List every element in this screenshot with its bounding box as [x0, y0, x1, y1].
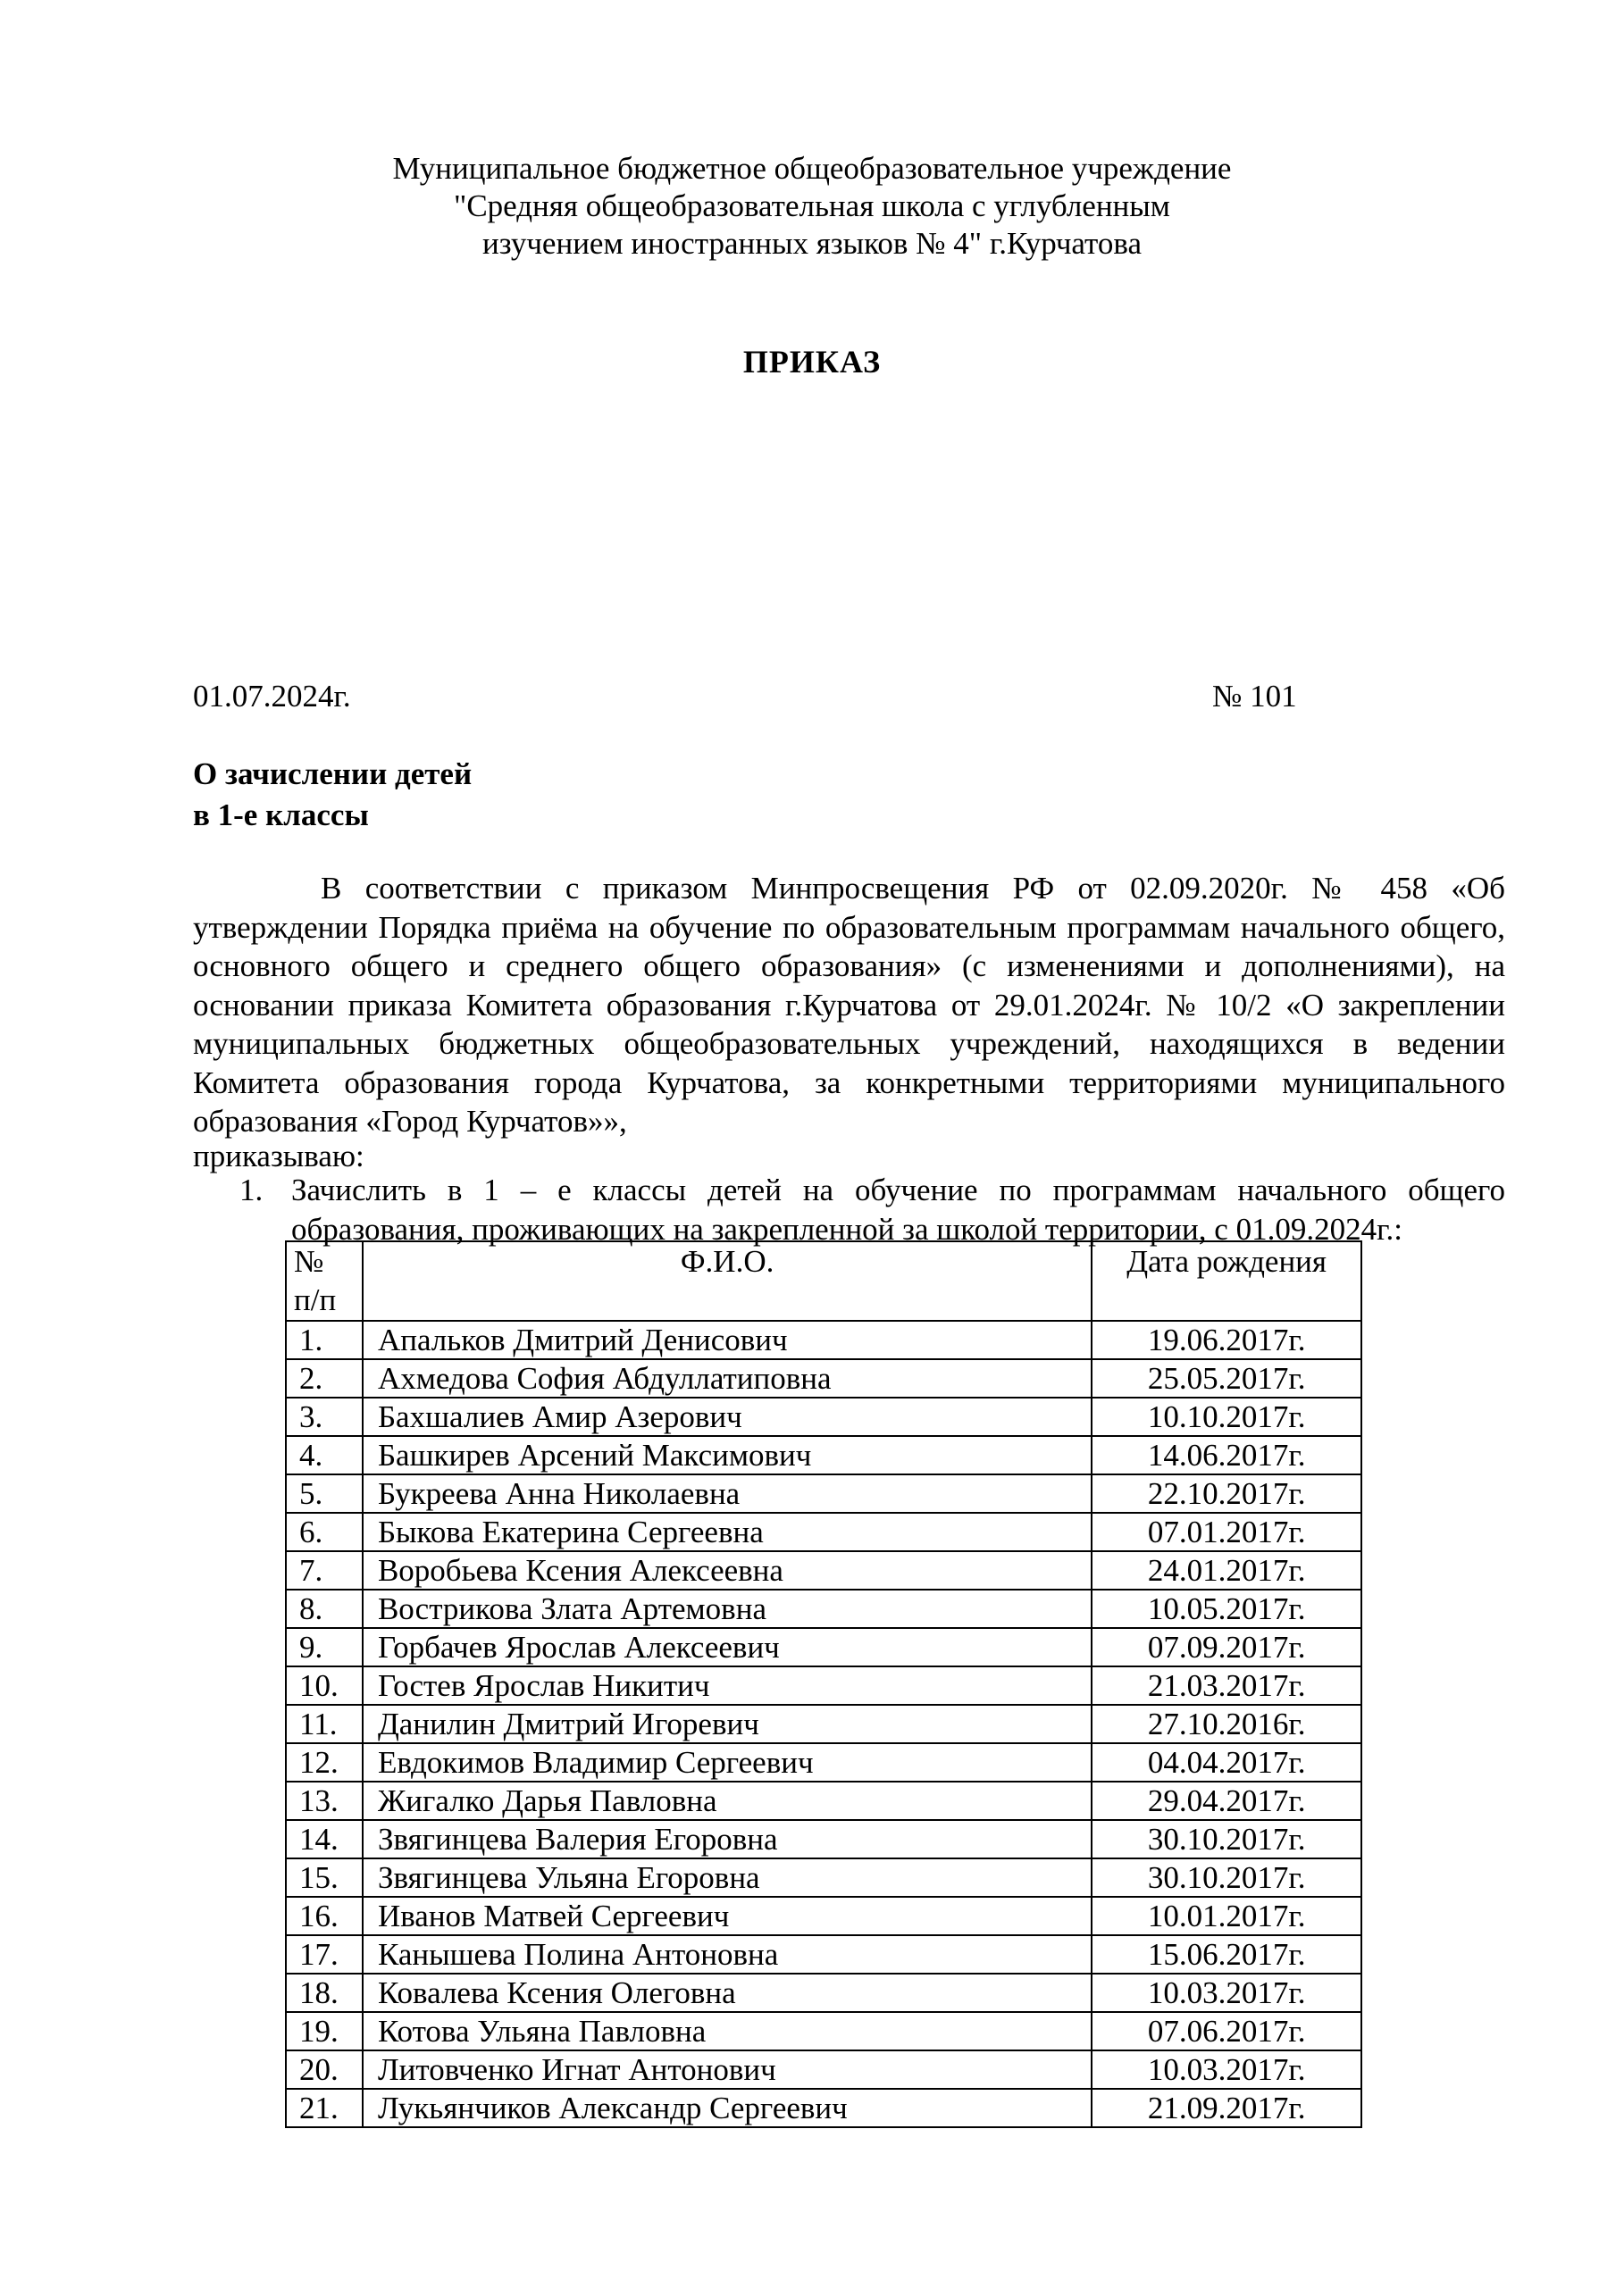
row-name: Звягинцева Ульяна Егоровна [363, 1858, 1092, 1897]
table-row [286, 1666, 1361, 1705]
subject-line-1: О зачислении детей [193, 756, 473, 791]
header-num-line-2: п/п [294, 1282, 337, 1317]
row-name: Вострикова Злата Артемовна [363, 1590, 1092, 1628]
table-row [286, 2089, 1361, 2127]
row-birthdate: 22.10.2017г. [1092, 1474, 1361, 1513]
row-birthdate: 25.05.2017г. [1092, 1359, 1361, 1398]
row-name: Апальков Дмитрий Денисович [363, 1321, 1092, 1359]
table-row [286, 1321, 1361, 1359]
preamble-text: В соответствии с приказом Минпросвещения РФ от 02.09.2020г. № 458 «Об утверждении Порядка приёма на обучение по образовательным программам начального общего, основного общего и среднего общего образования» (с изменениями и дополнениями), на основании приказа Комитета образования г.Курчатова от 29.01.2024г. № 10/2 «О закреплении муниципальных бюджетных общеобразовательных учреждений, находящихся в ведении Комитета образования города Курчатова, за конкретными территориями муниципального образования «Город Курчатов»», [193, 871, 1505, 1139]
subject-line-2: в 1-е классы [193, 797, 369, 832]
header-line-1: Муниципальное бюджетное общеобразовательное учреждение [392, 151, 1232, 186]
row-number: 6. [286, 1513, 363, 1551]
item-text: Зачислить в 1 – е классы детей на обучение по программам начального общего образования, проживающих на закрепленной за школой территории, с 01.09.2024г.: [291, 1173, 1505, 1247]
table-row [286, 1474, 1361, 1513]
row-number: 8. [286, 1590, 363, 1628]
row-number: 11. [286, 1705, 363, 1743]
enrollment-table [285, 1240, 1362, 2128]
row-name: Ахмедова София Абдуллатиповна [363, 1359, 1092, 1398]
table-row [286, 1820, 1361, 1858]
row-number: 12. [286, 1743, 363, 1782]
institution-header [0, 150, 1624, 263]
preamble-paragraph [193, 869, 1505, 1141]
table-header-row [286, 1241, 1361, 1321]
header-num-line-1: № [294, 1244, 324, 1279]
row-number: 7. [286, 1551, 363, 1590]
row-birthdate: 10.10.2017г. [1092, 1398, 1361, 1436]
row-birthdate: 30.10.2017г. [1092, 1820, 1361, 1858]
row-number: 3. [286, 1398, 363, 1436]
row-name: Звягинцева Валерия Егоровна [363, 1820, 1092, 1858]
order-date: 01.07.2024г. [193, 679, 351, 714]
table-row [286, 1782, 1361, 1820]
row-birthdate: 10.05.2017г. [1092, 1590, 1361, 1628]
row-number: 17. [286, 1935, 363, 1974]
header-line-2: "Средняя общеобразовательная школа с углубленным [454, 188, 1170, 223]
order-word: приказываю: [193, 1139, 364, 1173]
row-number: 4. [286, 1436, 363, 1474]
row-birthdate: 30.10.2017г. [1092, 1858, 1361, 1897]
row-name: Лукьянчиков Александр Сергеевич [363, 2089, 1092, 2127]
row-name: Бахшалиев Амир Азерович [363, 1398, 1092, 1436]
table-row [286, 1590, 1361, 1628]
row-number: 9. [286, 1628, 363, 1666]
row-number: 19. [286, 2012, 363, 2050]
table-row [286, 1436, 1361, 1474]
row-number: 2. [286, 1359, 363, 1398]
row-number: 20. [286, 2050, 363, 2089]
row-birthdate: 21.03.2017г. [1092, 1666, 1361, 1705]
table-row [286, 1974, 1361, 2012]
row-number: 18. [286, 1974, 363, 2012]
header-line-3: изучением иностранных языков № 4" г.Курчатова [482, 226, 1142, 261]
row-number: 16. [286, 1897, 363, 1935]
row-number: 13. [286, 1782, 363, 1820]
header-name: Ф.И.О. [363, 1241, 1092, 1321]
table-row [286, 1513, 1361, 1551]
row-birthdate: 19.06.2017г. [1092, 1321, 1361, 1359]
row-birthdate: 07.09.2017г. [1092, 1628, 1361, 1666]
row-name: Иванов Матвей Сергеевич [363, 1897, 1092, 1935]
header-dob: Дата рождения [1092, 1241, 1361, 1321]
table-row [286, 2050, 1361, 2089]
order-number: № 101 [1212, 679, 1297, 714]
row-name: Гостев Ярослав Никитич [363, 1666, 1092, 1705]
row-name: Горбачев Ярослав Алексеевич [363, 1628, 1092, 1666]
row-name: Ковалева Ксения Олеговна [363, 1974, 1092, 2012]
row-birthdate: 27.10.2016г. [1092, 1705, 1361, 1743]
row-name: Евдокимов Владимир Сергеевич [363, 1743, 1092, 1782]
table-row [286, 1628, 1361, 1666]
row-number: 21. [286, 2089, 363, 2127]
table-row [286, 1743, 1361, 1782]
row-name: Башкирев Арсений Максимович [363, 1436, 1092, 1474]
table-body [286, 1321, 1361, 2127]
table-row [286, 1551, 1361, 1590]
row-birthdate: 10.03.2017г. [1092, 2050, 1361, 2089]
row-name: Воробьева Ксения Алексеевна [363, 1551, 1092, 1590]
row-birthdate: 10.01.2017г. [1092, 1897, 1361, 1935]
table-row [286, 1359, 1361, 1398]
table-row [286, 1705, 1361, 1743]
table-row [286, 2012, 1361, 2050]
row-name: Быкова Екатерина Сергеевна [363, 1513, 1092, 1551]
row-birthdate: 24.01.2017г. [1092, 1551, 1361, 1590]
row-name: Котова Ульяна Павловна [363, 2012, 1092, 2050]
table-row [286, 1935, 1361, 1974]
row-number: 1. [286, 1321, 363, 1359]
document-title: ПРИКАЗ [742, 344, 882, 380]
row-name: Букреева Анна Николаевна [363, 1474, 1092, 1513]
row-birthdate: 14.06.2017г. [1092, 1436, 1361, 1474]
row-name: Литовченко Игнат Антонович [363, 2050, 1092, 2089]
table-row [286, 1897, 1361, 1935]
row-name: Канышева Полина Антоновна [363, 1935, 1092, 1974]
row-birthdate: 07.06.2017г. [1092, 2012, 1361, 2050]
row-number: 5. [286, 1474, 363, 1513]
row-birthdate: 29.04.2017г. [1092, 1782, 1361, 1820]
row-number: 15. [286, 1858, 363, 1897]
row-birthdate: 10.03.2017г. [1092, 1974, 1361, 2012]
row-name: Жигалко Дарья Павловна [363, 1782, 1092, 1820]
header-num [286, 1241, 363, 1321]
row-birthdate: 07.01.2017г. [1092, 1513, 1361, 1551]
order-item-1 [239, 1171, 1505, 1249]
order-subject [193, 754, 472, 836]
row-name: Данилин Дмитрий Игоревич [363, 1705, 1092, 1743]
row-birthdate: 04.04.2017г. [1092, 1743, 1361, 1782]
table-row [286, 1858, 1361, 1897]
item-number: 1. [239, 1173, 264, 1207]
row-number: 14. [286, 1820, 363, 1858]
row-number: 10. [286, 1666, 363, 1705]
row-birthdate: 15.06.2017г. [1092, 1935, 1361, 1974]
table-row [286, 1398, 1361, 1436]
row-birthdate: 21.09.2017г. [1092, 2089, 1361, 2127]
